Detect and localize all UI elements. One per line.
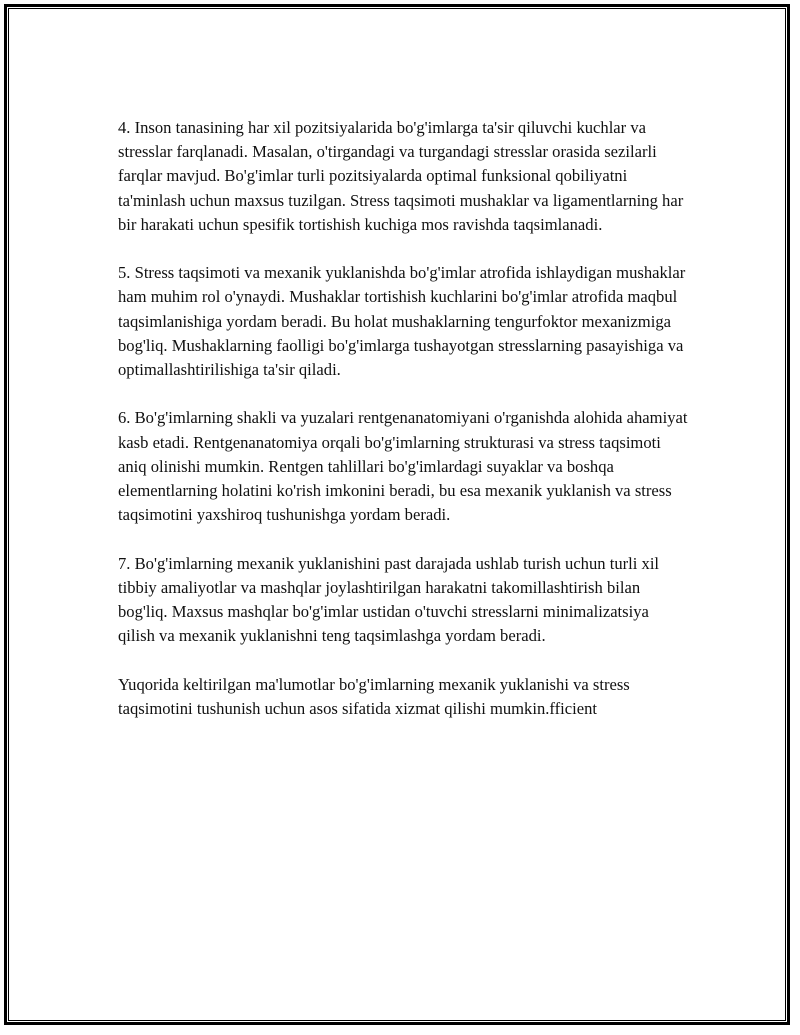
paragraph-4: 4. Inson tanasining har xil pozitsiyalarida bo'g'imlarga ta'sir qiluvchi kuchlar va stresslar farqlanadi. Masalan, o'tirgandagi va turgandagi stresslar orasida sezilarli farqlar mavjud. Bo'g'imlar turli pozitsiyalarda optimal funksional qobiliyatni ta'minlash uchun maxsus tuzilgan. Stress taqsimoti mushaklar va ligamentlarning har bir harakati uchun spesifik tortishish kuchiga mos ravishda taqsimlanadi. bbox=[118, 118, 684, 234]
paragraph-5: 5. Stress taqsimoti va mexanik yuklanishda bo'g'imlar atrofida ishlaydigan mushaklar ham muhim rol o'ynaydi. Mushaklar tortishish kuchlarini bo'g'imlar atrofida maqbul taqsimlanishiga yordam beradi. Bu holat mushaklarning tengurfoktor mexanizmiga bog'liq. Mushaklarning faolligi bo'g'imlarga tushayotgan stresslarning pasayishiga va optimallashtirilishiga ta'sir qiladi. bbox=[118, 263, 686, 380]
paragraph-conclusion: Yuqorida keltirilgan ma'lumotlar bo'g'imlarning mexanik yuklanishi va stress taqsimotini tushunish uchun asos sifatida xizmat qilishi mumkin.fficient bbox=[118, 674, 630, 718]
document-body bbox=[118, 116, 688, 745]
paragraph-6: 6. Bo'g'imlarning shakli va yuzalari rentgenanatomiyani o'rganishda alohida ahamiyat kasb etadi. Rentgenanatomiya orqali bo'g'imlarning strukturasi va stress taqsimoti aniq olinishi mumkin. Rentgen tahlillari bo'g'imlardagi suyaklar va boshqa elementlarning holatini ko'rish imkonini beradi, bu esa mexanik yuklanish va stress taqsimotini yaxshiroq tushunishga yordam beradi. bbox=[118, 408, 688, 525]
paragraph-7: 7. Bo'g'imlarning mexanik yuklanishini past darajada ushlab turish uchun turli xil tibbiy amaliyotlar va mashqlar joylashtirilgan harakatni takomillashtirish bilan bog'liq. Maxsus mashqlar bo'g'imlar ustidan o'tuvchi stresslarni minimalizatsiya qilish va mexanik yuklanishni teng taqsimlashga yordam beradi. bbox=[118, 553, 660, 646]
